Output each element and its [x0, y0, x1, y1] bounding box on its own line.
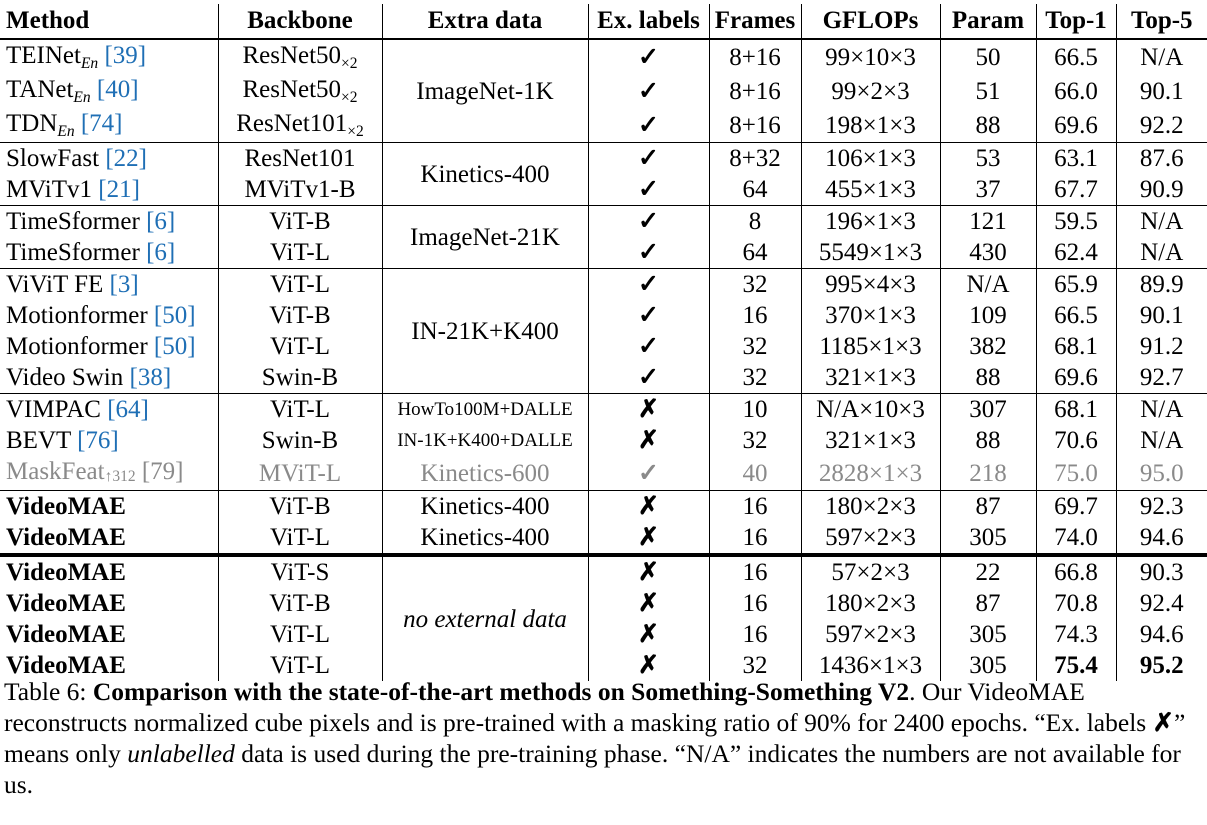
cross-icon: ✗ — [638, 493, 659, 520]
frames-cell: 32 — [709, 331, 801, 362]
param-cell: 51 — [940, 74, 1036, 108]
cross-icon: ✗ — [638, 621, 659, 648]
gflops-cell: 180×2×3 — [801, 491, 940, 523]
top5-cell: 87.6 — [1116, 143, 1207, 175]
param-cell: 53 — [940, 143, 1036, 175]
results-table — [0, 4, 1207, 681]
backbone-cell: ViT-L — [218, 269, 382, 301]
ex-labels-cell — [588, 237, 709, 269]
col-header-param: Param — [940, 4, 1036, 39]
top1-cell: 69.7 — [1036, 491, 1116, 523]
top1-cell: 74.3 — [1036, 619, 1116, 650]
table-row — [0, 108, 1207, 143]
table-row — [0, 143, 1207, 175]
gflops-cell: 597×2×3 — [801, 522, 940, 555]
param-cell: 88 — [940, 362, 1036, 394]
table-row — [0, 331, 1207, 362]
table-row — [0, 237, 1207, 269]
table-row — [0, 269, 1207, 301]
param-cell: 50 — [940, 39, 1036, 74]
method-cell: Motionformer [50] — [6, 302, 196, 329]
method-cell: $TDN_{En}$ [74] — [6, 110, 123, 141]
gflops-cell: 995×4×3 — [801, 269, 940, 301]
gflops-cell: 455×1×3 — [801, 174, 940, 206]
method-cell: VideoMAE — [6, 590, 126, 617]
check-icon: ✓ — [638, 459, 659, 487]
ex-labels-cell — [588, 425, 709, 456]
backbone-cell: ViT-L — [218, 331, 382, 362]
frames-cell: 32 — [709, 362, 801, 394]
gflops-cell: 2828×1×3 — [801, 456, 940, 491]
gflops-cell: 370×1×3 — [801, 300, 940, 331]
cross-icon: ✗ — [638, 396, 659, 423]
ex-labels-cell — [588, 456, 709, 491]
top5-cell: N/A — [1116, 39, 1207, 74]
backbone-cell: MViTv1-B — [218, 174, 382, 206]
top5-cell: 90.1 — [1116, 300, 1207, 331]
method-cell: VIMPAC [64] — [0, 394, 218, 426]
top1-cell: 75.0 — [1036, 456, 1116, 491]
ex-labels-cell — [588, 394, 709, 426]
check-icon: ✓ — [638, 43, 659, 71]
extra-data-cell: Kinetics-400 — [382, 522, 588, 555]
backbone-cell: ResNet101 — [218, 143, 382, 175]
top1-cell: 66.5 — [1036, 300, 1116, 331]
top1-cell: 75.4 — [1036, 650, 1116, 681]
extra-data-cell: Kinetics-400 — [382, 491, 588, 523]
table-row — [0, 425, 1207, 456]
ex-labels-cell — [588, 331, 709, 362]
top5-cell: 92.7 — [1116, 362, 1207, 394]
extra-data-cell: HowTo100M+DALLE — [382, 394, 588, 426]
backbone-cell: $ResNet50_{\times 2}$ — [218, 39, 382, 74]
cross-icon: ✗ — [638, 524, 659, 551]
top5-cell: 95.2 — [1116, 650, 1207, 681]
gflops-cell: 180×2×3 — [801, 588, 940, 619]
top1-cell: 70.8 — [1036, 588, 1116, 619]
method-cell: TimeSformer [6] — [6, 239, 176, 266]
ex-labels-cell — [588, 74, 709, 108]
param-cell: 88 — [940, 425, 1036, 456]
frames-cell: 16 — [709, 491, 801, 523]
table-row — [0, 456, 1207, 491]
ex-labels-cell — [588, 491, 709, 523]
frames-cell: 8+16 — [709, 39, 801, 74]
extra-data-cell: no external data — [382, 555, 588, 681]
frames-cell: 16 — [709, 555, 801, 588]
top1-cell: 66.5 — [1036, 39, 1116, 74]
table-row — [0, 522, 1207, 555]
backbone-cell: Swin-B — [218, 362, 382, 394]
caption-title: Comparison with the state-of-the-art methods on Something-Something V2 — [92, 677, 910, 706]
top1-cell: 66.0 — [1036, 74, 1116, 108]
top1-cell: 74.0 — [1036, 522, 1116, 555]
backbone-cell: ViT-B — [218, 588, 382, 619]
method-cell: TEINet$_{En}$ [39] — [6, 42, 147, 73]
table-row — [0, 555, 1207, 588]
table-row — [0, 619, 1207, 650]
top1-cell: 66.8 — [1036, 555, 1116, 588]
frames-cell: 10 — [709, 394, 801, 426]
param-cell: 37 — [940, 174, 1036, 206]
ex-labels-cell — [588, 619, 709, 650]
check-icon: ✓ — [638, 145, 659, 172]
extra-data-cell: Kinetics-600 — [382, 456, 588, 491]
gflops-cell: 1436×1×3 — [801, 650, 940, 681]
table-row — [0, 174, 1207, 206]
frames-cell: 8+16 — [709, 108, 801, 143]
caption-text: ” means only — [4, 708, 1186, 768]
gflops-cell: 106×1×3 — [801, 143, 940, 175]
frames-cell: 32 — [709, 650, 801, 681]
gflops-cell: 1185×1×3 — [801, 331, 940, 362]
table-caption — [4, 676, 1204, 800]
frames-cell: 32 — [709, 269, 801, 301]
cross-icon: ✗ — [638, 427, 659, 454]
frames-cell: 64 — [709, 237, 801, 269]
top1-cell: 68.1 — [1036, 331, 1116, 362]
col-header-backbone: Backbone — [218, 4, 382, 39]
top5-cell: 92.3 — [1116, 491, 1207, 523]
cross-icon: ✗ — [638, 590, 659, 617]
col-header-top5: Top-5 — [1116, 4, 1207, 39]
param-cell: 109 — [940, 300, 1036, 331]
top1-cell: 65.9 — [1036, 269, 1116, 301]
top1-cell: 67.7 — [1036, 174, 1116, 206]
check-icon: ✓ — [638, 239, 659, 266]
table-row — [0, 394, 1207, 426]
frames-cell: 64 — [709, 174, 801, 206]
extra-data-cell: ImageNet-21K — [382, 206, 588, 269]
frames-cell: 16 — [709, 522, 801, 555]
caption-text: data is used during the pre-training phase. “N/A” indicates the numbers are not available for us. — [4, 739, 1181, 799]
param-cell: 430 — [940, 237, 1036, 269]
gflops-cell: 198×1×3 — [801, 108, 940, 143]
param-cell: 88 — [940, 108, 1036, 143]
method-cell: TimeSformer [6] — [0, 206, 218, 238]
header-row — [0, 4, 1207, 39]
gflops-cell: 321×1×3 — [801, 362, 940, 394]
ex-labels-cell — [588, 300, 709, 331]
check-icon: ✓ — [638, 271, 659, 298]
backbone-cell: ViT-L — [218, 522, 382, 555]
top1-cell: 68.1 — [1036, 394, 1116, 426]
method-cell: MViTv1 [21] — [6, 176, 140, 203]
method-cell: VideoMAE — [6, 524, 126, 551]
caption-text: . Our VideoMAE reconstructs normalized cube pixels and is pre-trained with a masking ratio of 90% for 2400 epochs. “Ex. labels — [4, 677, 1153, 737]
col-header-top1: Top-1 — [1036, 4, 1116, 39]
backbone-cell: $ResNet101_{\times 2}$ — [218, 108, 382, 143]
extra-data-cell: Kinetics-400 — [382, 143, 588, 206]
param-cell: 305 — [940, 522, 1036, 555]
check-icon: ✓ — [638, 208, 659, 235]
param-cell: 87 — [940, 491, 1036, 523]
gflops-cell: 99×2×3 — [801, 74, 940, 108]
backbone-cell: ViT-B — [218, 300, 382, 331]
cross-icon: ✗ — [638, 652, 659, 679]
method-cell: VideoMAE — [0, 491, 218, 523]
backbone-cell: ViT-L — [218, 237, 382, 269]
gflops-cell: 57×2×3 — [801, 555, 940, 588]
top5-cell: 94.6 — [1116, 619, 1207, 650]
top1-cell: 69.6 — [1036, 362, 1116, 394]
caption-emphasis: unlabelled — [127, 739, 235, 768]
frames-cell: 16 — [709, 300, 801, 331]
top1-cell: 70.6 — [1036, 425, 1116, 456]
frames-cell: 8+16 — [709, 74, 801, 108]
frames-cell: 8 — [709, 206, 801, 238]
table-row — [0, 362, 1207, 394]
param-cell: 121 — [940, 206, 1036, 238]
top5-cell: N/A — [1116, 425, 1207, 456]
gflops-cell: 99×10×3 — [801, 39, 940, 74]
top5-cell: 90.9 — [1116, 174, 1207, 206]
frames-cell: 32 — [709, 425, 801, 456]
ex-labels-cell — [588, 143, 709, 175]
frames-cell: 16 — [709, 588, 801, 619]
ex-labels-cell — [588, 39, 709, 74]
gflops-cell: 196×1×3 — [801, 206, 940, 238]
method-cell: MaskFeat↑312 [79] — [6, 458, 184, 485]
method-cell: TANet$_{En}$ [40] — [6, 76, 139, 107]
backbone-cell: ViT-B — [218, 491, 382, 523]
top5-cell: N/A — [1116, 206, 1207, 238]
check-icon: ✓ — [638, 302, 659, 329]
check-icon: ✓ — [638, 176, 659, 203]
method-cell: BEVT [76] — [6, 427, 119, 454]
top1-cell: 63.1 — [1036, 143, 1116, 175]
param-cell: N/A — [940, 269, 1036, 301]
table-row — [0, 74, 1207, 108]
table-row — [0, 491, 1207, 523]
backbone-cell: ViT-L — [218, 619, 382, 650]
param-cell: 305 — [940, 650, 1036, 681]
gflops-cell: N/A×10×3 — [801, 394, 940, 426]
method-cell: Motionformer [50] — [6, 333, 196, 360]
table-row — [0, 206, 1207, 238]
col-header-gflops: GFLOPs — [801, 4, 940, 39]
cross-icon: ✗ — [1152, 708, 1174, 737]
top1-cell: 69.6 — [1036, 108, 1116, 143]
ex-labels-cell — [588, 206, 709, 238]
backbone-cell: ViT-L — [218, 394, 382, 426]
param-cell: 382 — [940, 331, 1036, 362]
method-cell: ViViT FE [3] — [0, 269, 218, 301]
frames-cell: 8+32 — [709, 143, 801, 175]
col-header-extra-data: Extra data — [382, 4, 588, 39]
check-icon: ✓ — [638, 364, 659, 391]
extra-data-cell: IN-1K+K400+DALLE — [382, 425, 588, 456]
backbone-cell: MViT-L — [218, 456, 382, 491]
top5-cell: 92.4 — [1116, 588, 1207, 619]
ex-labels-cell — [588, 362, 709, 394]
gflops-cell: 5549×1×3 — [801, 237, 940, 269]
backbone-cell: $ResNet50_{\times 2}$ — [218, 74, 382, 108]
top1-cell: 59.5 — [1036, 206, 1116, 238]
method-cell: Video Swin [38] — [6, 364, 172, 391]
ex-labels-cell — [588, 555, 709, 588]
ex-labels-cell — [588, 522, 709, 555]
backbone-cell: ViT-S — [218, 555, 382, 588]
param-cell: 305 — [940, 619, 1036, 650]
top1-cell: 62.4 — [1036, 237, 1116, 269]
method-cell: VideoMAE — [6, 621, 126, 648]
top5-cell: 92.2 — [1116, 108, 1207, 143]
param-cell: 87 — [940, 588, 1036, 619]
top5-cell: N/A — [1116, 394, 1207, 426]
top5-cell: 89.9 — [1116, 269, 1207, 301]
backbone-cell: Swin-B — [218, 425, 382, 456]
frames-cell: 16 — [709, 619, 801, 650]
caption-label: Table 6: — [4, 677, 87, 706]
gflops-cell: 597×2×3 — [801, 619, 940, 650]
param-cell: 307 — [940, 394, 1036, 426]
ex-labels-cell — [588, 108, 709, 143]
ex-labels-cell — [588, 269, 709, 301]
gflops-cell: 321×1×3 — [801, 425, 940, 456]
backbone-cell: ViT-L — [218, 650, 382, 681]
top5-cell: 90.3 — [1116, 555, 1207, 588]
table-row — [0, 39, 1207, 74]
ex-labels-cell — [588, 588, 709, 619]
check-icon: ✓ — [638, 77, 659, 105]
top5-cell: 90.1 — [1116, 74, 1207, 108]
top5-cell: N/A — [1116, 237, 1207, 269]
table-row — [0, 588, 1207, 619]
check-icon: ✓ — [638, 333, 659, 360]
extra-data-cell: ImageNet-1K — [382, 39, 588, 143]
cross-icon: ✗ — [638, 559, 659, 586]
method-cell: VideoMAE — [6, 652, 126, 679]
method-cell: VideoMAE — [0, 555, 218, 588]
top5-cell: 91.2 — [1116, 331, 1207, 362]
top5-cell: 95.0 — [1116, 456, 1207, 491]
backbone-cell: ViT-B — [218, 206, 382, 238]
col-header-ex-labels: Ex. labels — [588, 4, 709, 39]
frames-cell: 40 — [709, 456, 801, 491]
method-cell: SlowFast [22] — [0, 143, 218, 175]
col-header-frames: Frames — [709, 4, 801, 39]
table-row — [0, 300, 1207, 331]
param-cell: 218 — [940, 456, 1036, 491]
col-header-method: Method — [0, 4, 218, 39]
top5-cell: 94.6 — [1116, 522, 1207, 555]
check-icon: ✓ — [638, 111, 659, 139]
param-cell: 22 — [940, 555, 1036, 588]
ex-labels-cell — [588, 174, 709, 206]
extra-data-cell: IN-21K+K400 — [382, 269, 588, 394]
